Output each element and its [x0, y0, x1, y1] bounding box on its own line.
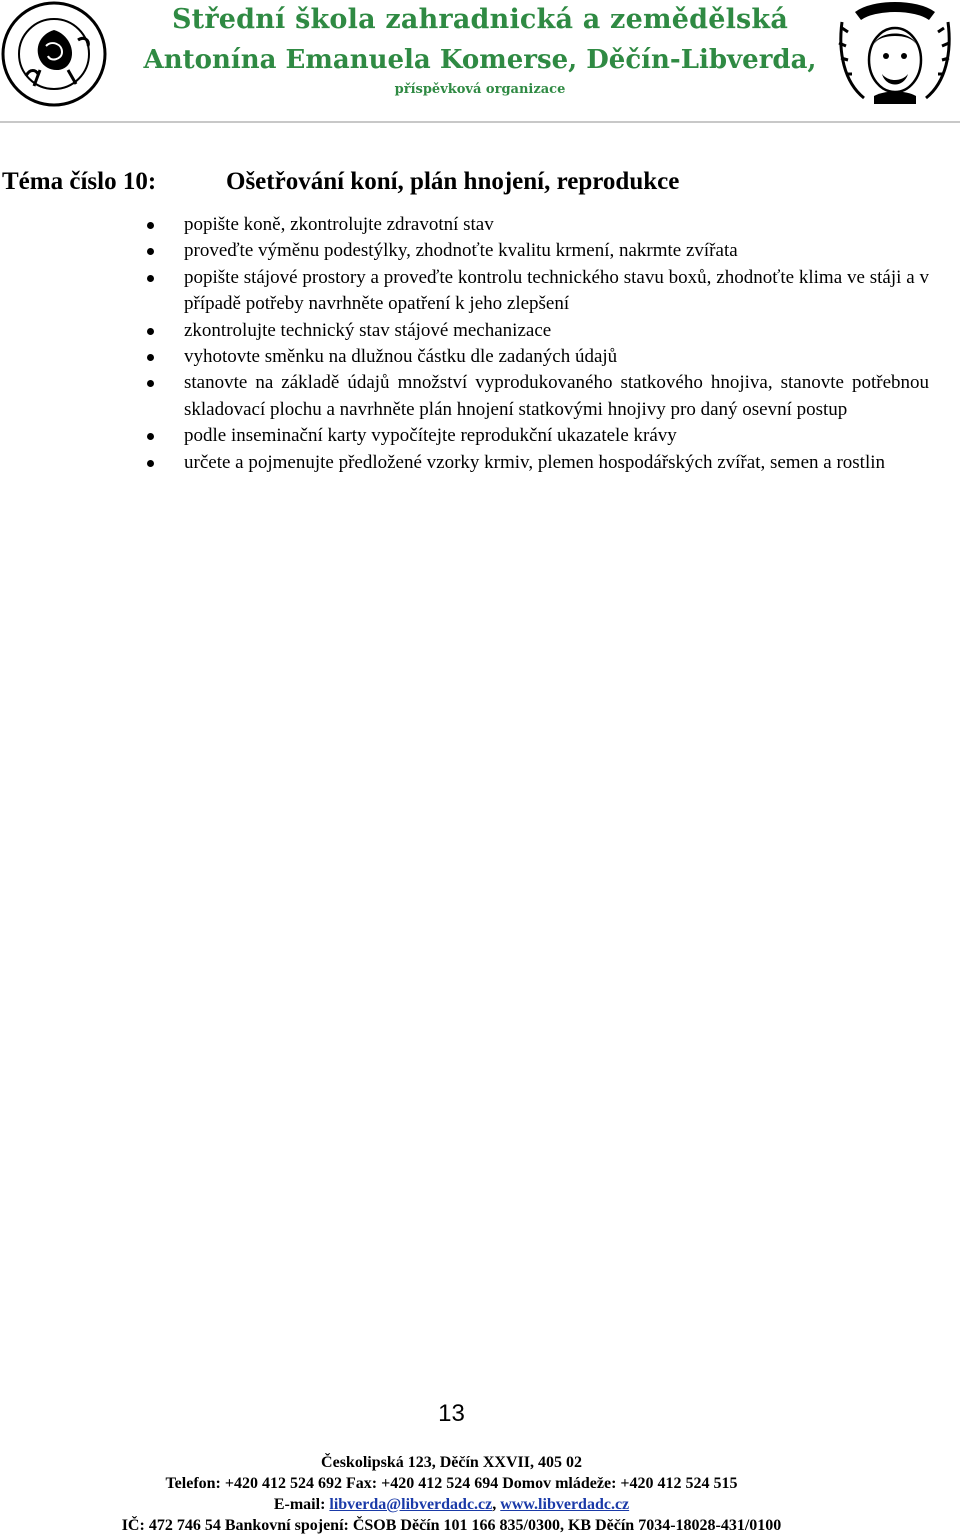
list-item: [0, 423, 929, 449]
bullet-icon: [147, 433, 154, 440]
page-number: 13: [438, 1400, 465, 1427]
link-separator: ,: [492, 1496, 501, 1513]
task-text: vyhotovte směnku na dlužnou částku dle zadaných údajů: [184, 346, 618, 368]
task-list: [0, 212, 960, 476]
email-label: E-mail:: [273, 1496, 330, 1513]
bullet-icon: [147, 354, 154, 361]
school-emblem-logo: [0, 0, 108, 108]
bullet-icon: [147, 460, 154, 467]
topic-title: Ošetřování koní, plán hnojení, reprodukce: [226, 168, 680, 195]
list-item: [0, 265, 929, 318]
list-item: [0, 370, 929, 423]
task-text: podle inseminační karty vypočítejte reprodukční ukazatele krávy: [184, 425, 677, 447]
footer-address: Českolipská 123, Děčín XXVII, 405 02: [321, 1454, 582, 1471]
bullet-icon: [147, 222, 154, 229]
task-text: proveďte výměnu podestýlky, zhodnoťte kvalitu krmení, nakrmte zvířata: [184, 240, 738, 262]
list-item: [0, 238, 929, 264]
list-item: [0, 212, 929, 238]
list-item: [0, 344, 929, 370]
topic-number-label: Téma číslo 10:: [2, 168, 157, 195]
task-text: popište stájové prostory a proveďte kontrolu technického stavu boxů, zhodnoťte klima ve stáji a v případě potřeby navrhněte opatření k jeho zlepšení: [184, 266, 929, 315]
footer-phones: Telefon: +420 412 524 692 Fax: +420 412 524 694 Domov mládeže: +420 412 524 515: [165, 1475, 738, 1492]
school-name-line-2: Antonína Emanuela Komerse, Děčín-Libverda,: [143, 45, 817, 75]
task-text: zkontrolujte technický stav stájové mechanizace: [184, 319, 552, 341]
email-link[interactable]: libverda@libverdadc.cz: [329, 1496, 493, 1513]
bullet-icon: [147, 248, 154, 255]
footer-email-web: [0, 1494, 903, 1515]
letterhead: [0, 0, 960, 122]
school-name-line-1: Střední škola zahradnická a zemědělská: [171, 4, 789, 35]
footer-bank-details: IČ: 472 746 54 Bankovní spojení: ČSOB Děčín 101 166 835/0300, KB Děčín 7034-18028-431/0100: [121, 1517, 782, 1534]
task-text: stanovte na základě údajů množství vyprodukovaného statkového hnojiva, stanovte potřebnou skladovací plochu a navrhněte plán hnojení statkovými hnojivy pro daný osevní postup: [184, 372, 929, 420]
bullet-icon: [147, 275, 154, 282]
website-link[interactable]: www.libverdadc.cz: [500, 1496, 630, 1513]
bullet-icon: [147, 328, 154, 335]
task-text: určete a pojmenujte předložené vzorky krmiv, plemen hospodářských zvířat, semen a rostlin: [184, 451, 886, 473]
list-item: [0, 318, 929, 344]
school-legal-form: příspěvková organizace: [394, 82, 566, 97]
header-divider: [0, 121, 960, 123]
bullet-icon: [147, 380, 154, 387]
footer-contact-block: [0, 1452, 903, 1536]
task-text: popište koně, zkontrolujte zdravotní stav: [184, 214, 494, 235]
list-item: [0, 450, 929, 476]
founder-portrait-emblem: [834, 2, 956, 106]
